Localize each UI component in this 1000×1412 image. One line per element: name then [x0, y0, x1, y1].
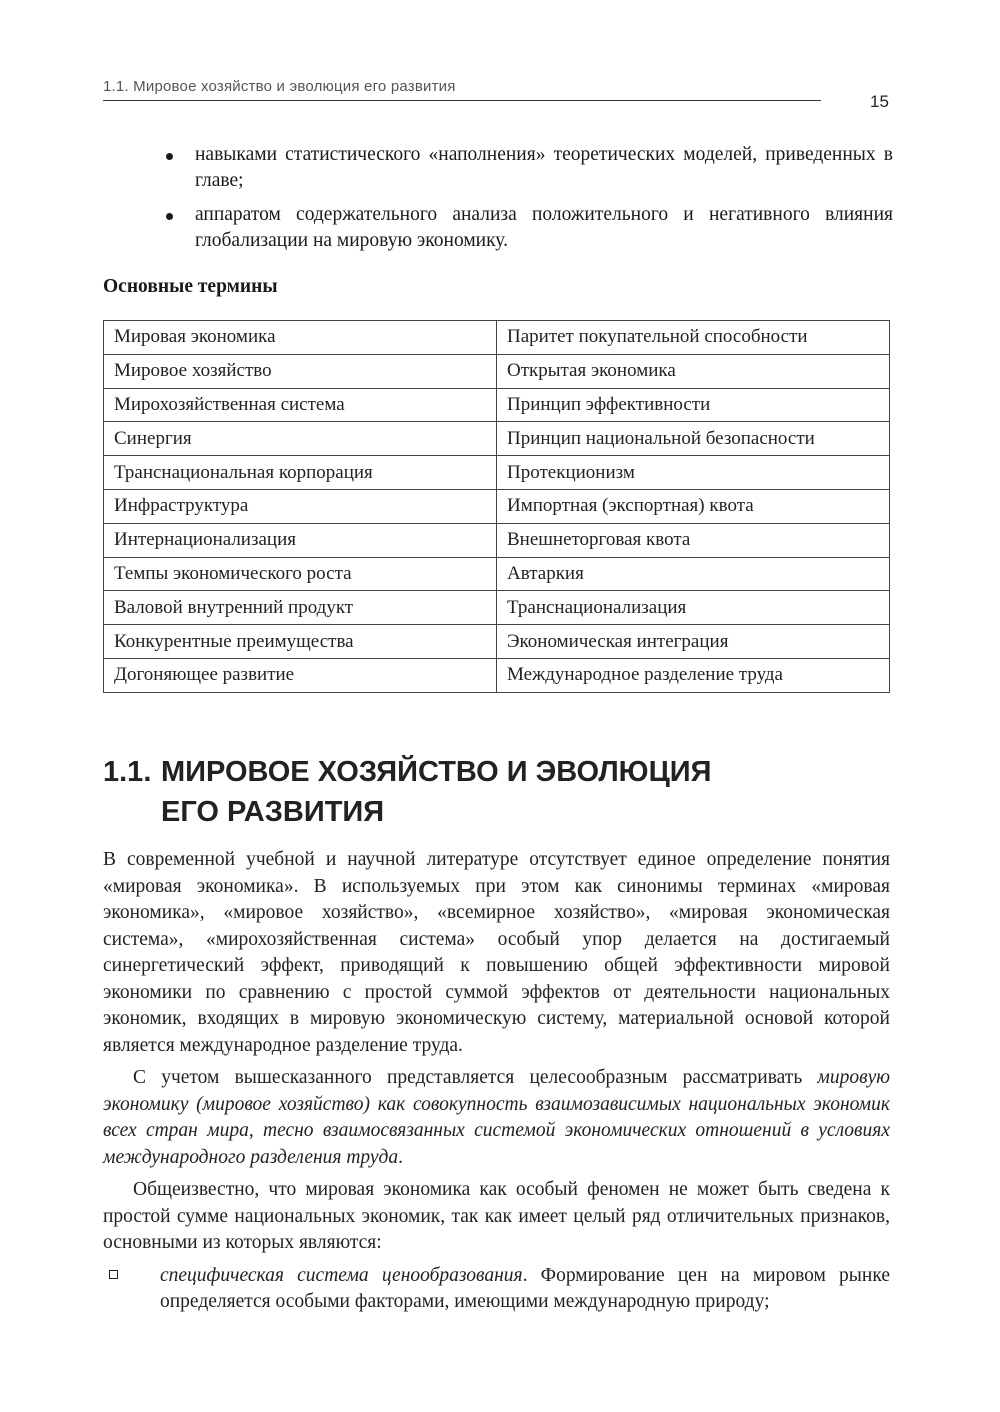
section-title-line1: МИРОВОЕ ХОЗЯЙСТВО И ЭВОЛЮЦИЯ	[161, 756, 712, 788]
table-row	[104, 388, 890, 422]
list-item	[103, 1263, 890, 1316]
table-row	[104, 658, 890, 692]
running-title: 1.1. Мировое хозяйство и эволюция его развития	[103, 78, 456, 95]
bullet-icon	[166, 213, 173, 220]
body-text	[103, 847, 890, 1316]
table-row	[104, 321, 890, 355]
paragraph-text-end: .	[398, 1146, 403, 1168]
terms-table	[103, 320, 890, 693]
table-cell: Транснационализация	[497, 591, 890, 625]
table-cell: Экономическая интеграция	[497, 625, 890, 659]
table-cell: Мировое хозяйство	[104, 354, 497, 388]
bullet-text: навыками статистического «наполнения» теоретических моделей, приведенных в главе;	[195, 144, 893, 191]
table-cell: Протекционизм	[497, 456, 890, 490]
bullet-text: аппаратом содержательного анализа положительного и негативного влияния глобализации на мировую экономику.	[195, 204, 893, 251]
paragraph-world-economy	[103, 1065, 890, 1171]
paragraph-definition: В современной учебной и научной литературе отсутствует единое определение понятия «мировая экономика». В используемых при этом как синонимы терминах «мировая экономика», «мировое хозяйство», «всемирное хозяйство», «мировая экономическая система», «мирохозяйственная система» особый упор делается на достигаемый синергетический эффект, приводящий к повышению общей эффективности мировой экономики по сравнению с простой суммой эффектов от деятельности национальных экономик, входящих в мировую экономическую систему, материальной основой которой является международное разделение труда.	[103, 849, 890, 1056]
table-cell: Международное разделение труда	[497, 658, 890, 692]
list-item	[103, 142, 893, 194]
table-row	[104, 422, 890, 456]
table-cell: Интернационализация	[104, 523, 497, 557]
skills-bullet-list	[103, 142, 893, 262]
table-cell: Открытая экономика	[497, 354, 890, 388]
list-item	[103, 202, 893, 254]
running-header	[103, 78, 821, 101]
table-cell: Внешнеторговая квота	[497, 523, 890, 557]
section-title-line2: ЕГО РАЗВИТИЯ	[161, 796, 385, 828]
table-row	[104, 456, 890, 490]
table-row	[104, 591, 890, 625]
paragraph-features: Общеизвестно, что мировая экономика как особый феномен не может быть сведена к простой сумме национальных экономик, так как имеет целый ряд отличительных признаков, основными из которых являются:	[103, 1179, 890, 1253]
table-cell: Импортная (экспортная) квота	[497, 489, 890, 523]
table-cell: Конкурентные преимущества	[104, 625, 497, 659]
table-cell: Синергия	[104, 422, 497, 456]
table-cell: Паритет покупательной способности	[497, 321, 890, 355]
table-row	[104, 557, 890, 591]
table-cell: Принцип эффективности	[497, 388, 890, 422]
table-row	[104, 354, 890, 388]
table-cell: Догоняющее развитие	[104, 658, 497, 692]
features-list	[103, 1263, 890, 1316]
table-cell: Мировая экономика	[104, 321, 497, 355]
table-cell: Валовой внутренний продукт	[104, 591, 497, 625]
table-cell: Транснациональная корпорация	[104, 456, 497, 490]
paragraph-text: С учетом вышесказанного представляется целесообразным рассматривать	[133, 1067, 818, 1088]
table-cell: Инфраструктура	[104, 489, 497, 523]
table-row	[104, 625, 890, 659]
table-cell: Автаркия	[497, 557, 890, 591]
feature-text: . Формирование цен на мировом рынке определяется особыми факторами, имеющими международную природу;	[160, 1264, 890, 1312]
terms-title: Основные термины	[103, 276, 278, 297]
table-row	[104, 523, 890, 557]
section-heading	[103, 752, 903, 832]
table-cell: Мирохозяйственная система	[104, 388, 497, 422]
section-number: 1.1.	[103, 756, 152, 788]
section-heading-line1	[103, 752, 903, 792]
feature-italic: специфическая система ценообразования	[160, 1264, 523, 1286]
table-cell: Темпы экономического роста	[104, 557, 497, 591]
definition-italic: мировую экономику (мировое хозяйство) как совокупность взаимозависимых национальных экономик всех стран мира, тесно взаимосвязанных системой экономических отношений в условиях международного разделения труда	[103, 1067, 890, 1168]
checkbox-square-icon	[109, 1270, 118, 1279]
bullet-icon	[166, 153, 173, 160]
table-cell: Принцип национальной безопасности	[497, 422, 890, 456]
table-row	[104, 489, 890, 523]
page-number: 15	[870, 92, 889, 111]
